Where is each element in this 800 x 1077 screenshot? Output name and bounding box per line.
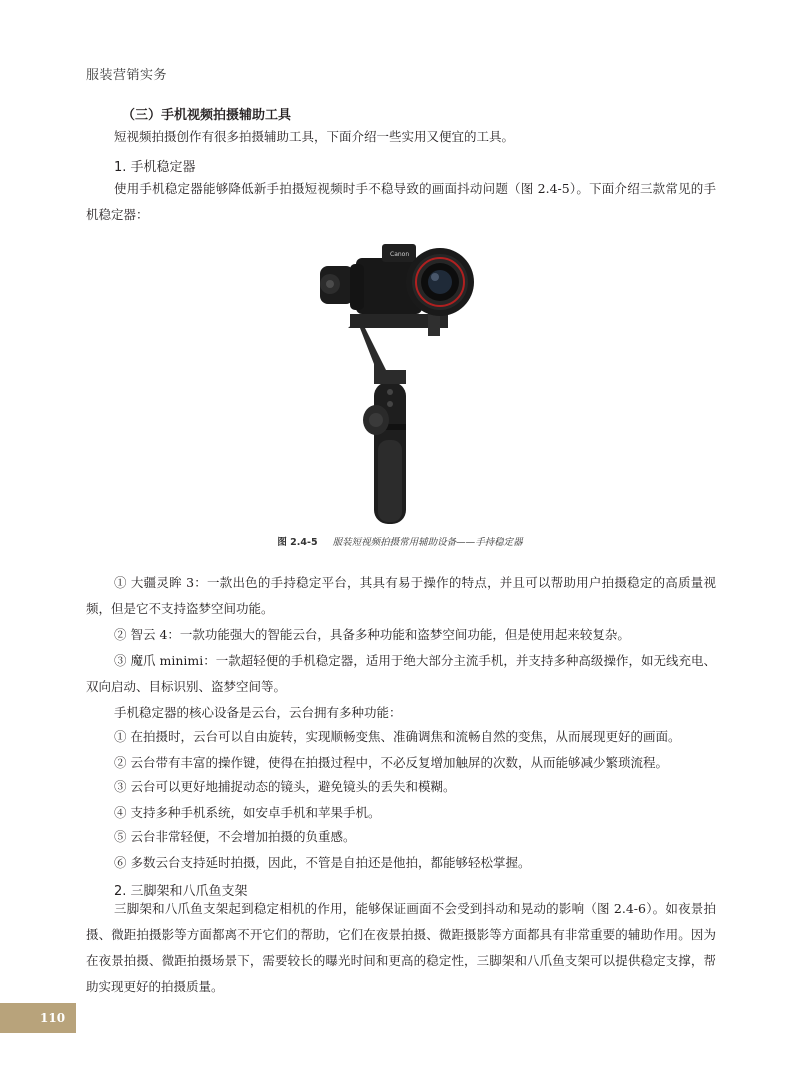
feature-item-2: ② 云台带有丰富的操作键，使得在拍摄过程中，不必反复增加触屏的次数，从而能够减少繁琐流程。: [114, 755, 668, 770]
handheld-stabilizer-illustration: [290, 232, 510, 528]
section-intro-paragraph: 短视频拍摄创作有很多拍摄辅助工具，下面介绍一些实用又便宜的工具。: [114, 129, 515, 144]
section-heading: （三）手机视频拍摄辅助工具: [122, 108, 292, 123]
product-item-1: ① 大疆灵眸 3：一款出色的手持稳定平台，其具有易于操作的特点，并且可以帮助用户拍摄稳定的高质量视频，但是它不支持盗梦空间功能。: [86, 575, 716, 616]
running-header: 服装营销实务: [86, 68, 168, 83]
core-device-intro: 手机稳定器的核心设备是云台，云台拥有多种功能：: [114, 705, 402, 720]
tripod-heading: 2. 三脚架和八爪鱼支架: [114, 884, 248, 899]
page-number: 110: [40, 1011, 66, 1025]
product-item-2: ② 智云 4：一款功能强大的智能云台，具备多种功能和盗梦空间功能，但是使用起来较复杂。: [114, 627, 630, 642]
stabilizer-paragraph: 使用手机稳定器能够降低新手拍摄短视频时手不稳导致的画面抖动问题（图 2.4-5）。下面介绍三款常见的手机稳定器：: [86, 181, 716, 222]
handheld-stabilizer-figure: [290, 232, 510, 528]
figure-number: 图 2.4-5: [277, 537, 318, 548]
feature-item-4: ④ 支持多种手机系统，如安卓手机和苹果手机。: [114, 805, 381, 820]
feature-item-5: ⑤ 云台非常轻便，不会增加拍摄的负重感。: [114, 829, 356, 844]
product-item-3: ③ 魔爪 minimi：一款超轻便的手机稳定器，适用于绝大部分主流手机，并支持多种高级操作，如无线充电、双向启动、目标识别、盗梦空间等。: [86, 653, 716, 694]
camera-brand-label: Canon: [390, 251, 410, 258]
page-number-tab: [0, 1003, 76, 1033]
figure-caption: [0, 534, 800, 548]
stabilizer-heading: 1. 手机稳定器: [114, 160, 196, 175]
tripod-paragraph: 三脚架和八爪鱼支架起到稳定相机的作用，能够保证画面不会受到抖动和晃动的影响（图 2.4-6）。如夜景拍摄、微距拍摄影等方面都离不开它们的帮助，它们在夜景拍摄、微距摄影等方面都具有非常重要的辅助作用。因为在夜景拍摄、微距拍摄场景下，需要较长的曝光时间和更高的稳定性，三脚架和八爪鱼支架可以提供稳定支撑，帮助实现更好的拍摄质量。: [86, 901, 716, 994]
feature-item-1: ① 在拍摄时，云台可以自由旋转，实现顺畅变焦、准确调焦和流畅自然的变焦，从而展现更好的画面。: [114, 729, 681, 744]
feature-item-3: ③ 云台可以更好地捕捉动态的镜头，避免镜头的丢失和模糊。: [114, 779, 456, 794]
figure-caption-text: 服装短视频拍摄常用辅助设备——手持稳定器: [332, 537, 523, 548]
feature-item-6: ⑥ 多数云台支持延时拍摄，因此，不管是自拍还是他拍，都能够轻松掌握。: [114, 855, 531, 870]
